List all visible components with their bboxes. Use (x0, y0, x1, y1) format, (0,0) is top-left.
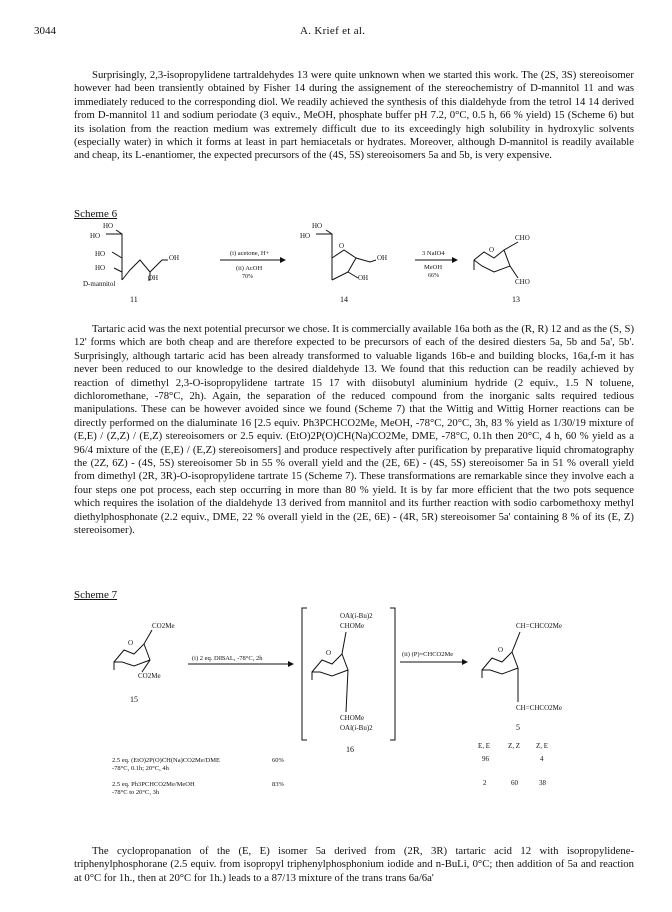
oxygen-label: O (339, 242, 345, 250)
hydroxyl-label: HO (90, 232, 101, 240)
svg-text:O: O (326, 649, 332, 657)
row-2-ee: 2 (483, 779, 487, 787)
ester-label: CO2Me (138, 672, 161, 680)
scheme-7-row-1: 2.5 eq. (EtO)2P(O)CH(Na)CO2Me/DME -78°C, 0.1h; 20°C, 4h (112, 757, 220, 772)
svg-text:CHOMe: CHOMe (340, 622, 365, 630)
svg-text:CHO: CHO (515, 278, 530, 286)
svg-text:MeOH: MeOH (424, 264, 443, 271)
row-2-yield: 83% (272, 781, 284, 788)
reagent-line: (i) acetone, H+ (230, 250, 270, 257)
row-1-ee: 96 (482, 755, 489, 763)
svg-text:66%: 66% (428, 273, 439, 279)
compound-label-5: 5 (516, 723, 520, 732)
svg-text:CHO: CHO (515, 234, 530, 242)
svg-text:O: O (498, 646, 504, 654)
svg-text:O: O (489, 246, 495, 254)
paragraph-3: The cyclopropanation of the (E, E) isomer 5a derived from (2R, 3R) tartaric acid 12 with isopropylidene-triphenylphosphorane (2.5 equiv. from isopropyl triphenylphosphonium iodide and n-BuLi, 0°C; then addition of 5a and reaction at 0°C for 1h., then at 20°C for 1h.) leads to a 87/13 mixture of the trans trans 6a/6a' (74, 845, 634, 884)
reagent-line: 70% (242, 274, 253, 280)
ratio-header: Z, Z (508, 742, 521, 750)
step-2-reagent: (ii) (P)=CHCO2Me (402, 651, 454, 658)
hydroxyl-label: HO (103, 222, 114, 230)
ratio-header: E, E (478, 742, 491, 750)
hydroxyl-label: OH (169, 254, 180, 262)
row-2-ze: 38 (539, 779, 546, 787)
scheme-7-label: Scheme 7 (74, 589, 118, 601)
ratio-header: Z, E (536, 742, 549, 750)
svg-text:CH=CHCO2Me: CH=CHCO2Me (516, 622, 562, 630)
row-1-yield: 60% (272, 757, 284, 764)
scheme-7-figure (70, 600, 630, 770)
hydroxyl-label: HO (95, 250, 106, 258)
compound-label-11: 11 (130, 295, 138, 304)
paragraph-1: Surprisingly, 2,3-isopropylidene tartraldehydes 13 were quite unknown when we started this work. The (2S, 3S) stereoisomer however had been transiently obtained by Fisher 14 during the assignement of the stereochemistry of D-mannitol 11 and was immediately reduced to the corresponding diol. We readily achieved the synthesis of this dialdehyde from the tetrol 14 14 derived from D-mannitol 11 and sodium periodate (3 equiv., MeOH, phosphate buffer pH 7.2, 0°C, 0.5 h, 66 % yield) 15 (Scheme 6) but its isolation from the reaction medium was extremely difficult due to its exceedingly high solubility in hydroxylic solvents (especially water) in which it forms at least in part hemiacetals or hydrates. Moreover, although D-mannitol is readily available and cheap, its L-enantiomer, the expected precursors of the (4S, 5S) stereoisomers 5a and 5b, is very expensive. (74, 69, 634, 162)
svg-text:OH: OH (377, 254, 388, 262)
svg-text:HO: HO (312, 222, 323, 230)
substrate-name: D-mannitol (83, 280, 116, 288)
svg-text:OH: OH (358, 274, 369, 282)
scheme-6-figure (70, 220, 610, 310)
svg-text:O: O (128, 639, 134, 647)
page-number: 3044 (34, 25, 56, 37)
svg-text:3 NaIO4: 3 NaIO4 (422, 250, 445, 257)
scheme-7-row-2: 2.5 eq. Ph3PCHCO2Me/MeOH -78°C to 20°C, 3h (112, 781, 195, 796)
step-1-reagent: (i) 2 eq. DIBAL, -78°C, 2h (192, 655, 263, 662)
compound-label-14: 14 (340, 295, 348, 304)
hydroxyl-label: HO (95, 264, 106, 272)
svg-text:OAl(i-Bu)2: OAl(i-Bu)2 (340, 724, 373, 732)
paragraph-2: Tartaric acid was the next potential precursor we chose. It is commercially available 16a both as the (R, R) 12 and as the (S, S) 12' forms which are both cheap and are therefore expected to be precursors of each of the desired diesters 5a, 5b and 5a', 5b'. Surprisingly, although tartaric acid has been already transformed to valuable ligands 16b-e and building blocks, 16a,f-m it has never been reduced to our knowledge to the desired dialdehyde 13. We found that this reduction can be readily achieved by reaction of dimethyl 2,3-O-isopropylidene tartrate 15 17 with diisobutyl aluminium hydride (2 equiv., 1.5 N toluene, dichloromethane, -78°C, 2h). Again, the separation of the reduced compound from the inorganic salts required tedious manipulations. These can be however avoided since we found (Scheme 7) that the Wittig and Wittig Horner reactions can be directly performed on the dialuminate 16 [2.5 equiv. Ph3PCHCO2Me, MeOH, -78°C, 20°C, 3h, 83 % yield as 1/30/19 mixture of (E,E) / (Z,Z) / (E,Z) stereoisomers or 2.5 equiv. (EtO)2P(O)CH(Na)CO2Me, DME, -78°C, 0.1h then 20°C, 4 h, 60 % yield as a 96/4 mixture of the (E,E) / (E,Z) stereoisomers] and produce respectively after purification by preparative liquid chromatography the (2Z, 6Z) - (4S, 5S) stereoisomer 5b in 55 % overall yield and the (2E, 6E) - (4S, 5S) stereoisomer 5a in 51 % overall yield from dimethyl (2R, 3R)-O-isopropylidene tartrate 15 (Scheme 7). These transformations are remarkable since they involve each a four steps one pot process, each step occurring in more than 80 % yield. It is by far more efficient that the two pots sequence which requires the isolation of the dialdehyde 13 derived from mannitol and its further reaction with sodio carbomethoxy methyl diethylphosphonate (2.2 equiv., DME, 22 % overall yield in the (2E, 6E) - (4R, 5R) stereoisomer 5a' containing 8 % of its (E, Z) stereoisomer). (74, 323, 634, 537)
row-1-ze: 4 (540, 755, 544, 763)
compound-label-16: 16 (346, 745, 354, 754)
svg-text:OAl(i-Bu)2: OAl(i-Bu)2 (340, 612, 373, 620)
hydroxyl-label: OH (148, 274, 159, 282)
compound-label-13: 13 (512, 295, 520, 304)
scheme-6-label: Scheme 6 (74, 208, 118, 220)
reagent-line: (ii) AcOH (236, 265, 263, 272)
row-2-zz: 60 (511, 779, 518, 787)
running-head: A. Krief et al. (300, 25, 366, 37)
svg-text:HO: HO (300, 232, 311, 240)
ester-label: CO2Me (152, 622, 175, 630)
svg-text:CHOMe: CHOMe (340, 714, 365, 722)
compound-label-15: 15 (130, 695, 138, 704)
svg-text:CH=CHCO2Me: CH=CHCO2Me (516, 704, 562, 712)
